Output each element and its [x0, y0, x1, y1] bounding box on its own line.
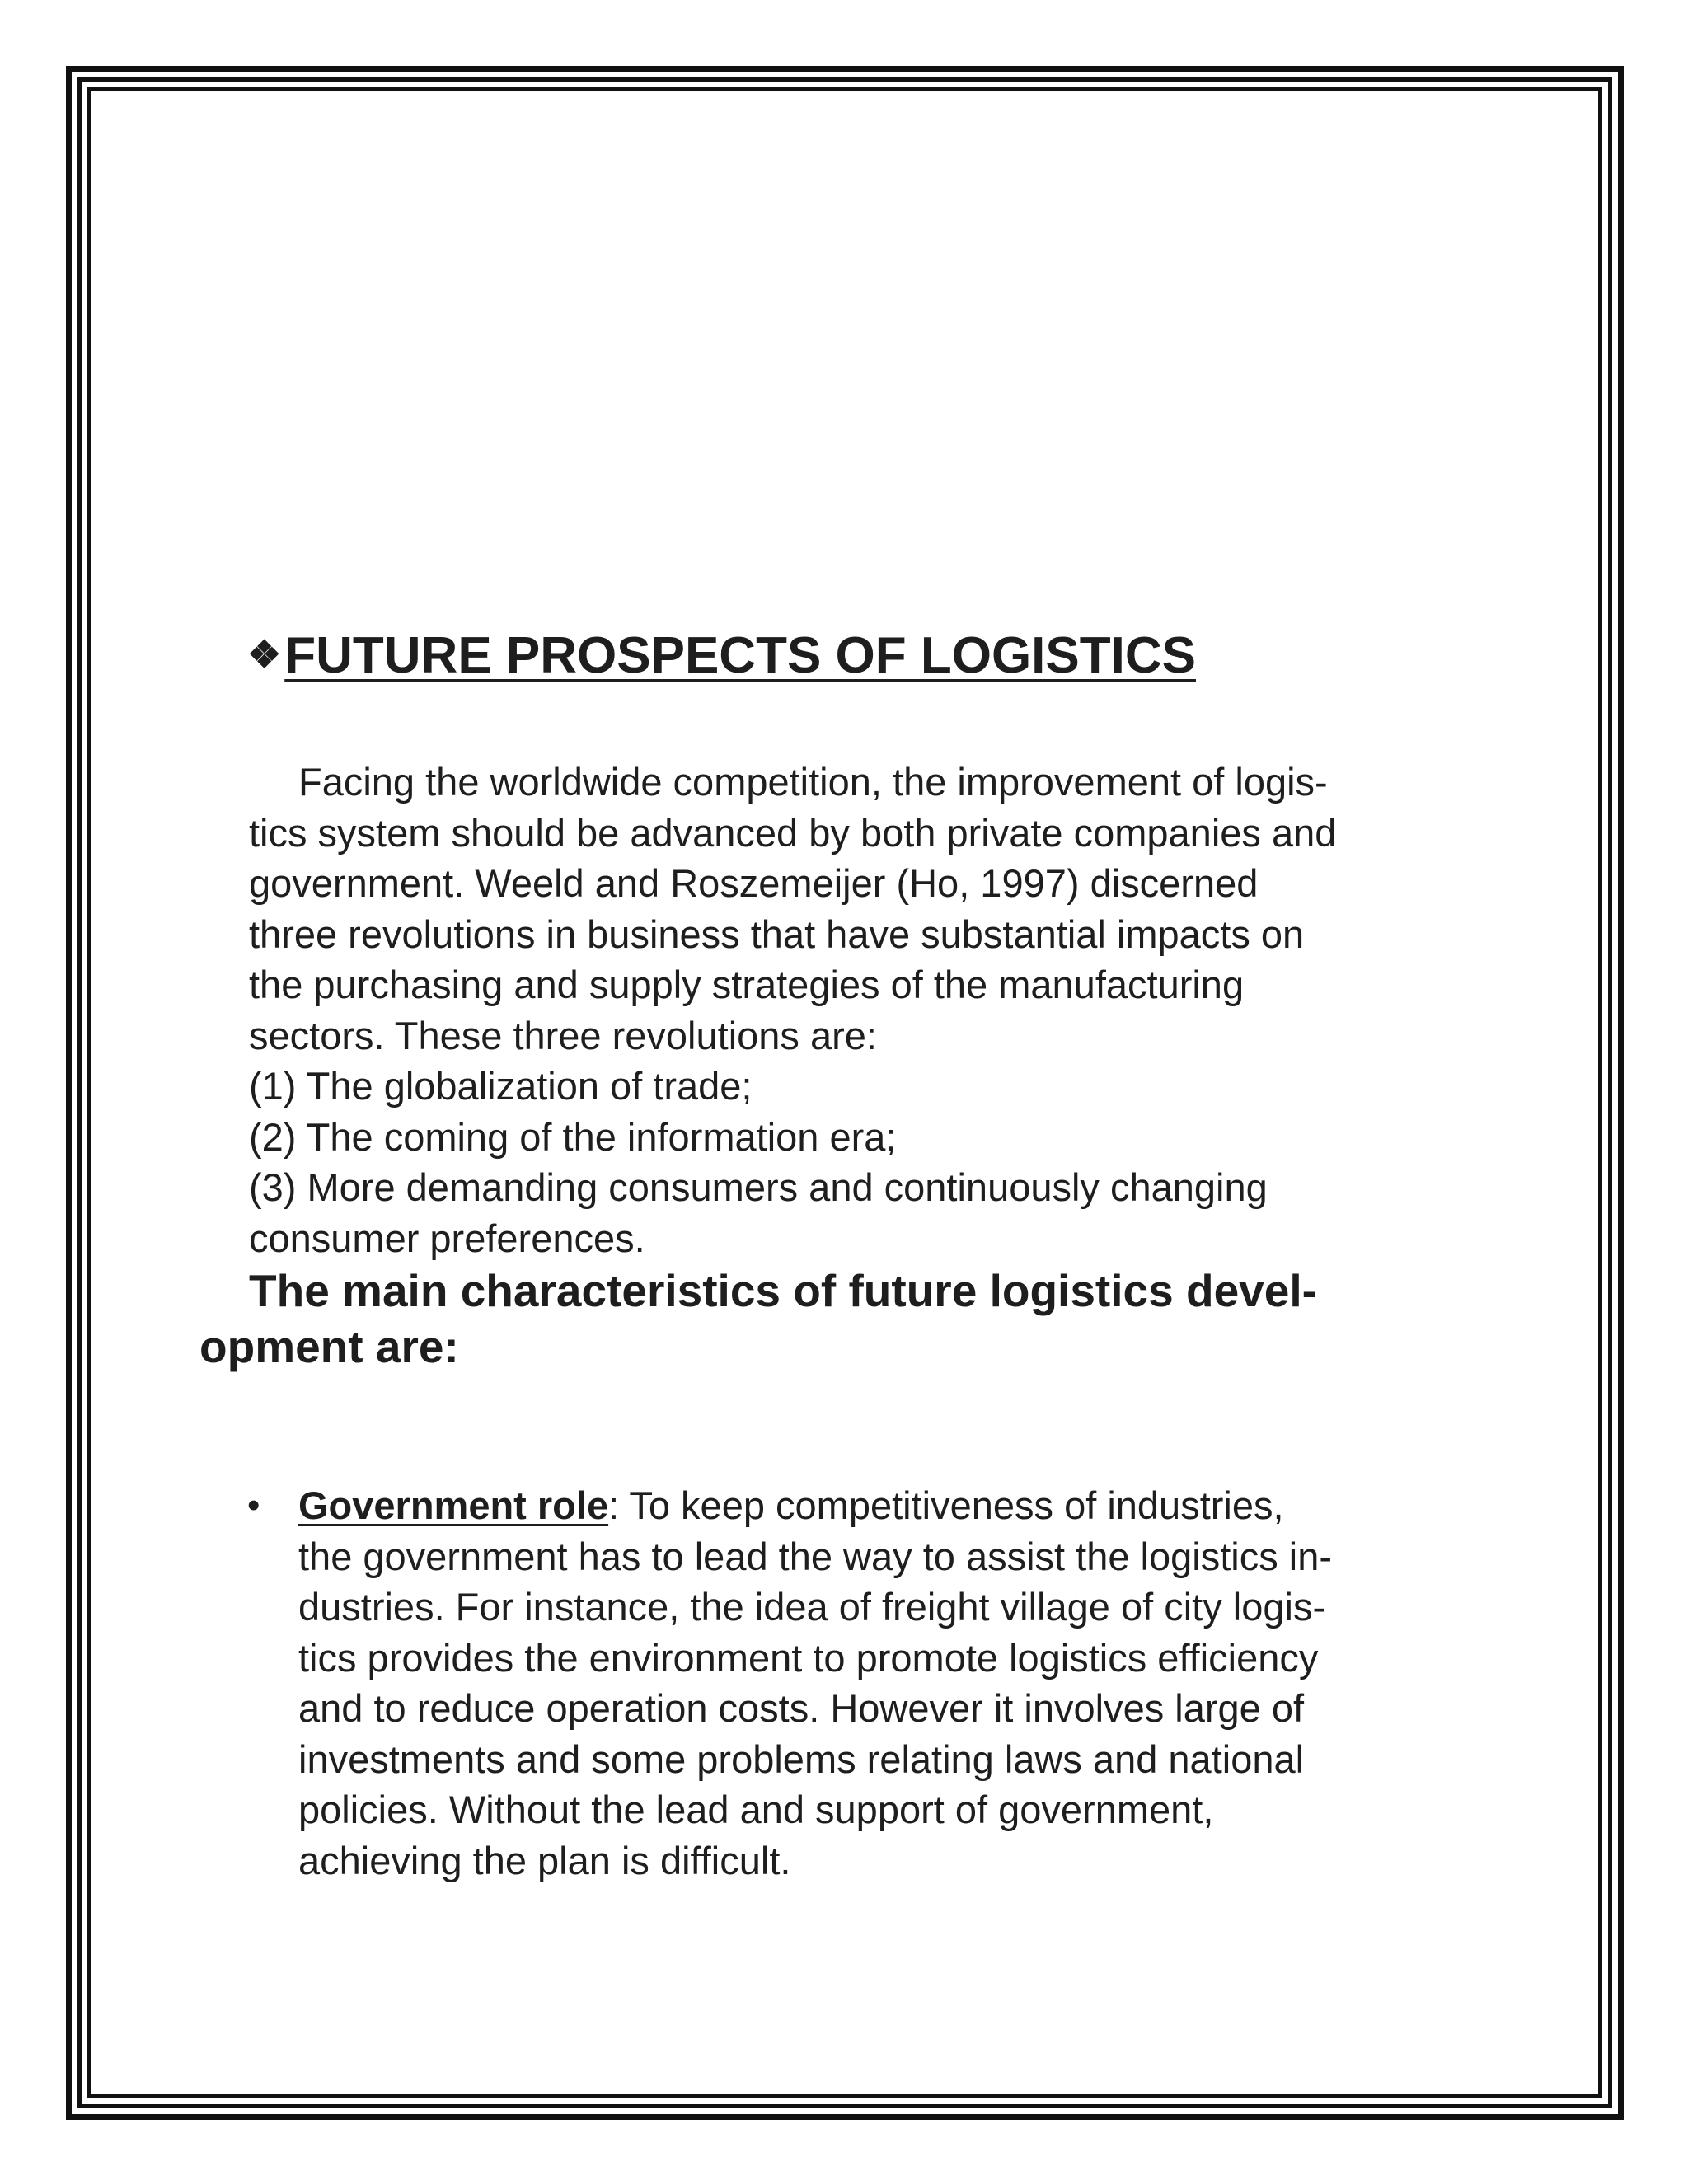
bullet-line: the government has to lead the way to assist the logistics in- — [298, 1534, 1332, 1578]
bullet-line: tics provides the environment to promote logistics efficiency — [298, 1635, 1319, 1680]
subheading-line: opment are: — [199, 1321, 459, 1372]
revolution-item: (3) More demanding consumers and continuously changing — [249, 1165, 1268, 1209]
revolution-item: (1) The globalization of trade; — [249, 1064, 753, 1108]
bullet-line: achieving the plan is difficult. — [298, 1838, 791, 1882]
section-title: FUTURE PROSPECTS OF LOGISTICS — [284, 627, 1196, 684]
section-heading — [247, 628, 1196, 684]
bullet-line: and to reduce operation costs. However it involves large of — [298, 1686, 1305, 1730]
intro-line: government. Weeld and Roszemeijer (Ho, 1997) discerned — [249, 861, 1259, 905]
diamond-bullet-icon: ❖ — [247, 633, 282, 676]
bullet-line: dustries. For instance, the idea of freight village of city logis- — [298, 1585, 1326, 1629]
revolution-item: (2) The coming of the information era; — [249, 1114, 897, 1159]
bullet-term: Government role — [298, 1483, 609, 1527]
list-item — [298, 1480, 1535, 1886]
intro-line: Facing the worldwide competition, the improvement of logis- — [298, 760, 1328, 804]
bullet-line: policies. Without the lead and support of government, — [298, 1788, 1214, 1831]
intro-line: the purchasing and supply strategies of the manufacturing — [249, 963, 1245, 1006]
intro-paragraph — [249, 757, 1535, 1263]
bullet-icon: • — [247, 1485, 260, 1526]
intro-line: tics system should be advanced by both private companies and — [249, 810, 1337, 855]
revolution-item: consumer preferences. — [249, 1216, 645, 1260]
subheading-line: The main characteristics of future logistics devel- — [249, 1265, 1317, 1316]
bullet-text: : To keep competitiveness of industries, — [608, 1483, 1284, 1527]
intro-line: sectors. These three revolutions are: — [249, 1013, 877, 1057]
bullet-line: investments and some problems relating laws and national — [298, 1736, 1305, 1781]
intro-line: three revolutions in business that have substantial impacts on — [249, 912, 1305, 956]
list-item-first-line — [298, 1480, 1535, 1531]
characteristics-heading — [199, 1263, 1485, 1375]
